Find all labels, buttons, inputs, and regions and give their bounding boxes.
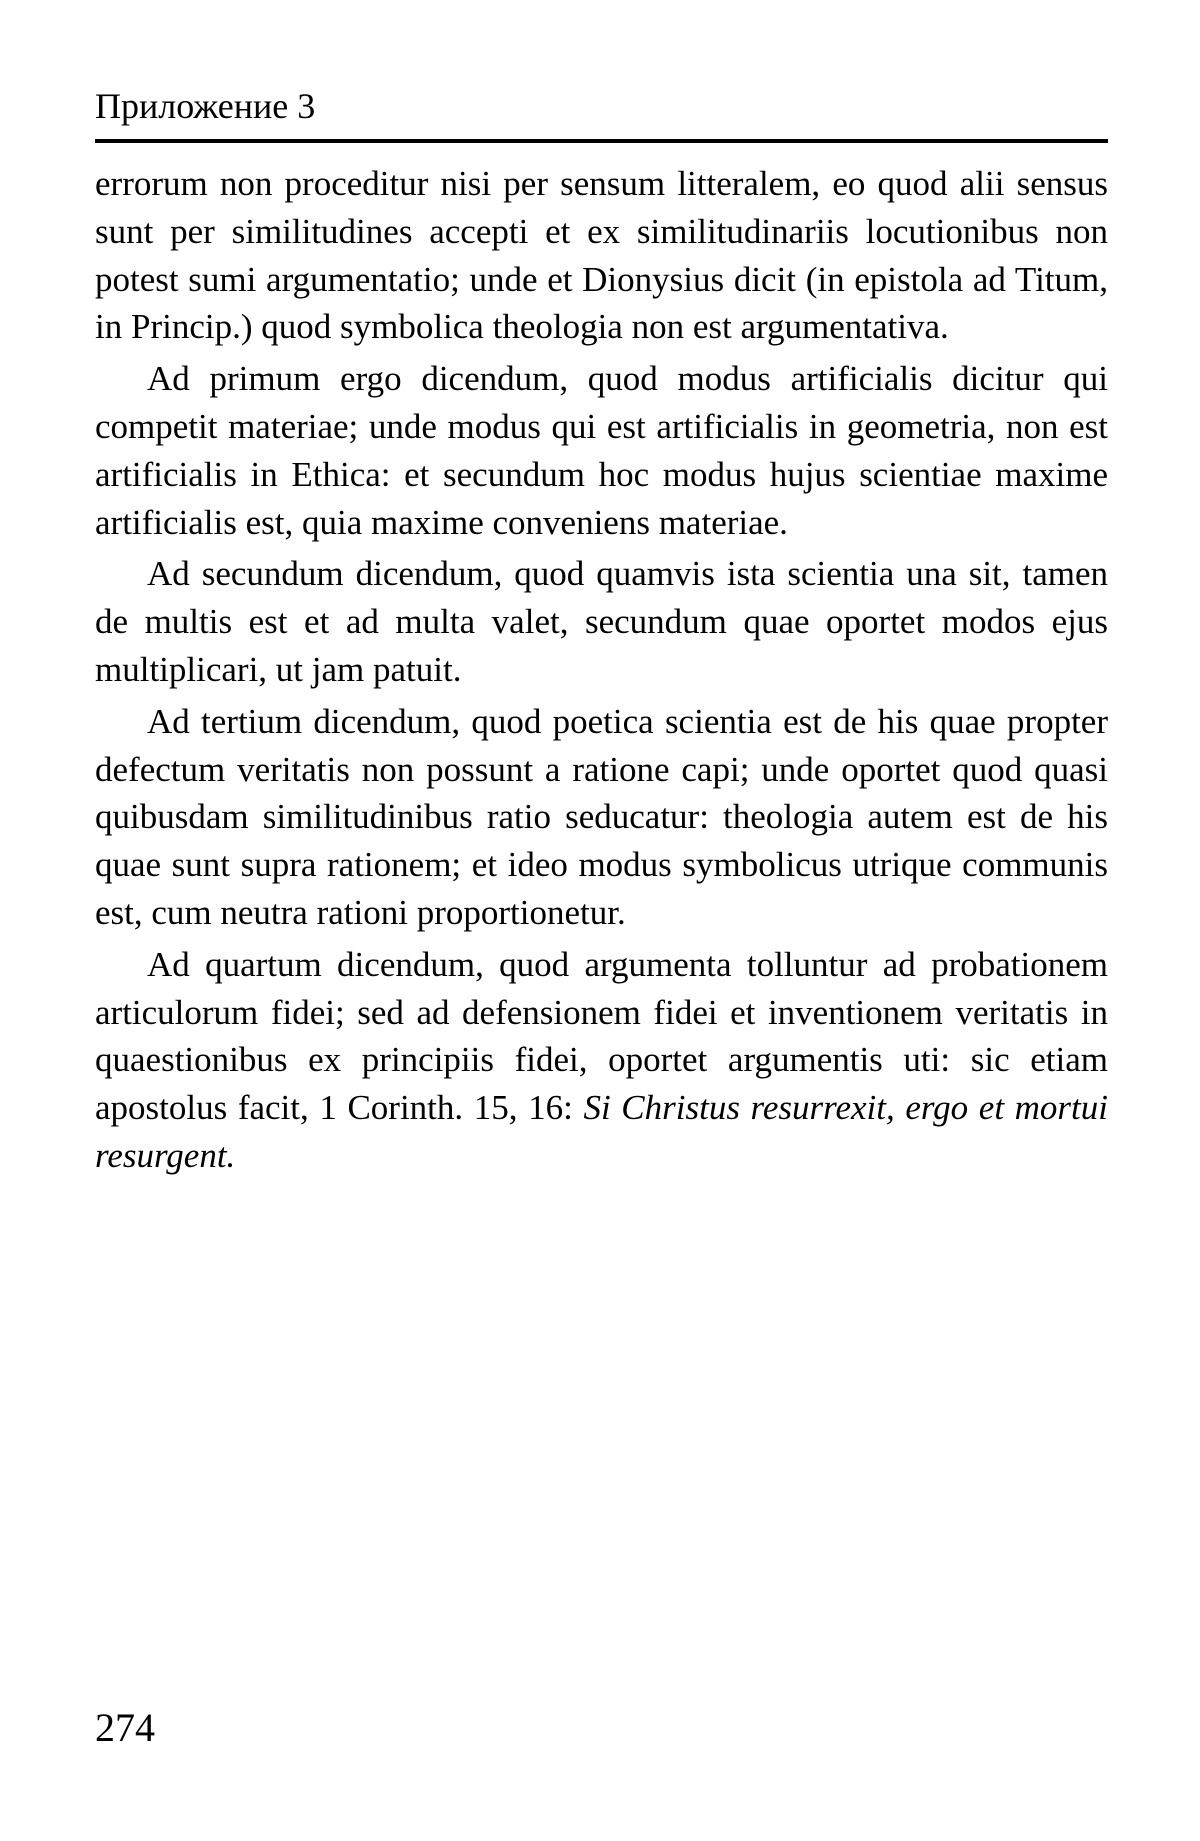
scripture-quote: Si Christus resurrexit, ergo et mortui resurgent. [95, 1088, 1108, 1175]
paragraph-5-text: Ad quartum dicendum, quod argumenta tolluntur ad probationem articulorum fidei; sed ad defensionem fidei et inventionem veritatis in quaestionibus ex principiis fidei, oportet argumentis uti: sic etiam apostolus facit, 1 Corinth. 15, 16: [95, 944, 1108, 1128]
paragraph-5 [95, 941, 1108, 1180]
body-text [95, 160, 1108, 1184]
header-rule [95, 139, 1108, 143]
paragraph-3: Ad secundum dicendum, quod quamvis ista scientia una sit, tamen de multis est et ad multa valet, secundum quae oportet modos ejus multiplicari, ut jam patuit. [95, 554, 1108, 689]
paragraph-1: errorum non proceditur nisi per sensum litteralem, eo quod alii sensus sunt per similitudines accepti et ex similitudinariis locutionibus non potest sumi argumentatio; unde et Dionysius dicit (in epistola ad Titum, in Princip.) quod symbolica theologia non est argumentativa. [95, 164, 1108, 347]
paragraph-2: Ad primum ergo dicendum, quod modus artificialis dicitur qui competit materiae; unde modus qui est artificialis in geometria, non est artificialis in Ethica: et secundum hoc modus hujus scientiae maxime artificialis est, quia maxime conveniens materiae. [95, 359, 1108, 542]
page-number: 274 [95, 1705, 155, 1750]
running-title: Приложение 3 [95, 86, 316, 126]
paragraph-4: Ad tertium dicendum, quod poetica scientia est de his quae propter defectum veritatis non possunt a ratione capi; unde oportet quod quasi quibusdam similitudinibus ratio seducatur: theologia autem est de his quae sunt supra rationem; et ideo modus symbolicus utrique communis est, cum neutra rationi proportionetur. [95, 701, 1108, 932]
